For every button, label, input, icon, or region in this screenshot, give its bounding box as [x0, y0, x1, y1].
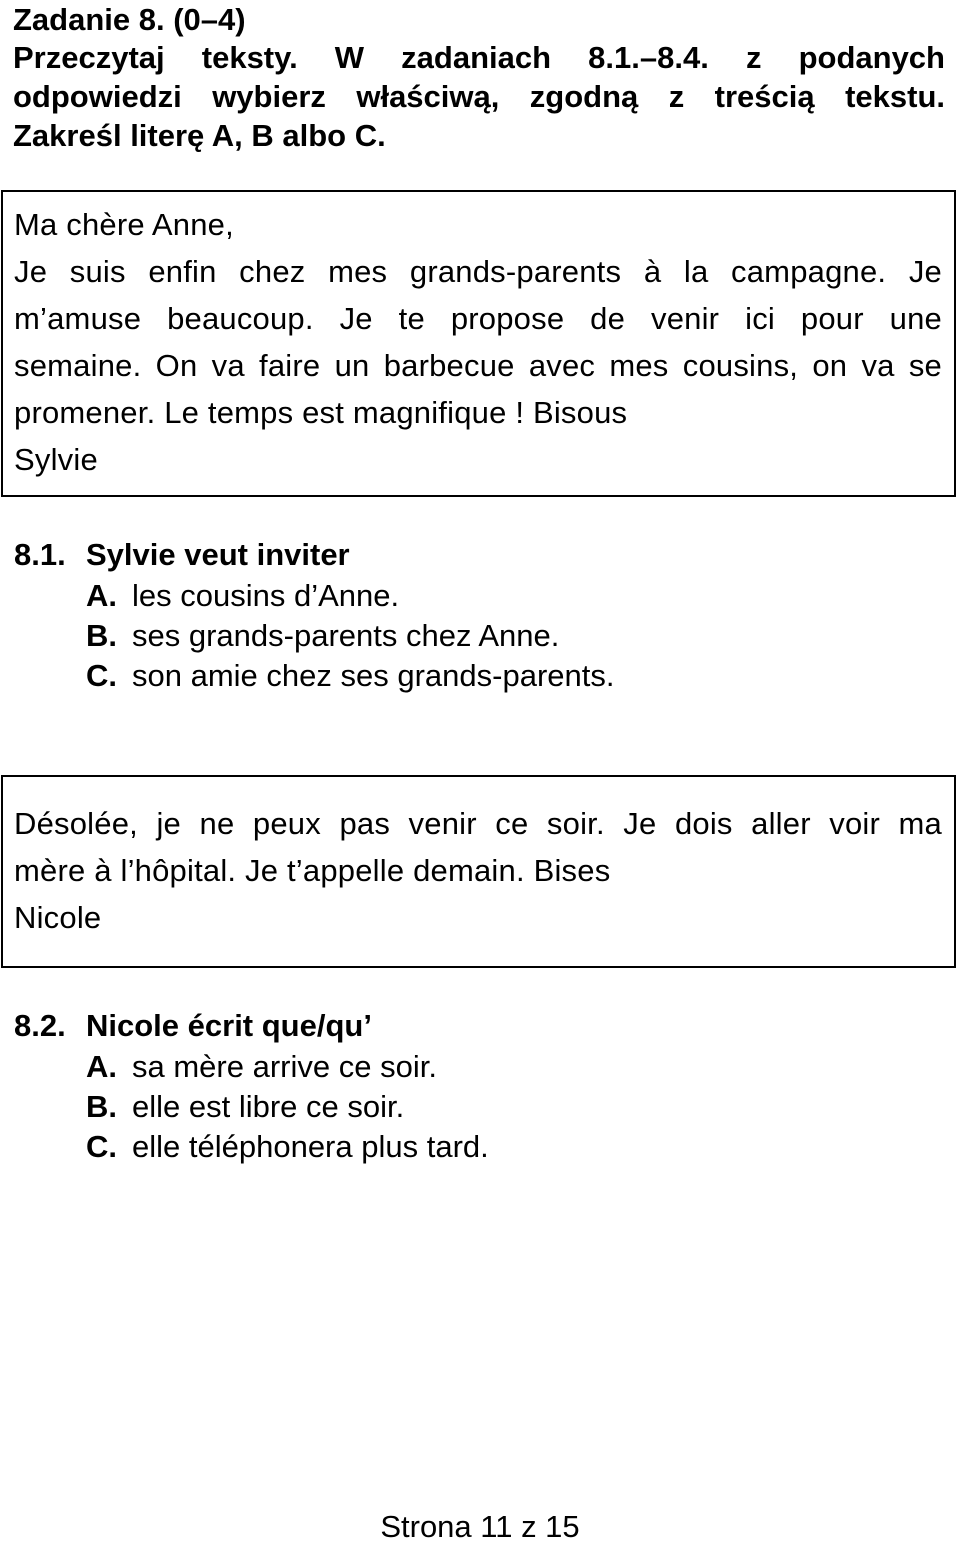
- question-8-1: [14, 534, 914, 696]
- option-letter[interactable]: A.: [86, 1049, 117, 1084]
- reading-text-1-box: [1, 190, 956, 497]
- option-text: les cousins d’Anne.: [132, 578, 400, 613]
- task-instruction: [13, 38, 945, 155]
- answer-option-b[interactable]: [14, 1087, 914, 1127]
- text-line: Je suis enfin chez mes grands-parents à la campagne. Je: [14, 254, 942, 289]
- option-letter[interactable]: C.: [86, 658, 117, 693]
- text-line: m’amuse beaucoup. Je te propose de venir ici pour une: [14, 301, 942, 336]
- text-line: semaine. On va faire un barbecue avec mes cousins, on va se: [14, 348, 942, 383]
- answer-option-b[interactable]: [14, 616, 914, 656]
- answer-option-c[interactable]: [14, 656, 914, 696]
- option-letter[interactable]: B.: [86, 618, 117, 653]
- page-number: Strona 11 z 15: [380, 1509, 580, 1544]
- text-line: mère à l’hôpital. Je t’appelle demain. Bises: [14, 853, 611, 888]
- option-text: son amie chez ses grands-parents.: [132, 658, 615, 693]
- option-letter[interactable]: B.: [86, 1089, 117, 1124]
- question-number: 8.2.: [14, 1008, 66, 1043]
- text-line: Désolée, je ne peux pas venir ce soir. Je dois aller voir ma: [14, 806, 942, 841]
- question-text: Nicole écrit que/qu’: [86, 1008, 372, 1043]
- instruction-line: Przeczytaj teksty. W zadaniach 8.1.–8.4. z podanych: [13, 40, 945, 75]
- option-text: elle est libre ce soir.: [132, 1089, 405, 1124]
- instruction-line: Zakreśl literę A, B albo C.: [13, 118, 386, 153]
- question-stem: [14, 1005, 914, 1047]
- task-title: Zadanie 8. (0–4): [13, 2, 246, 37]
- option-letter[interactable]: C.: [86, 1129, 117, 1164]
- instruction-line: odpowiedzi wybierz właściwą, zgodną z treścią tekstu.: [13, 79, 945, 114]
- text-line: Sylvie: [14, 442, 98, 477]
- text-line: Nicole: [14, 900, 102, 935]
- option-text: elle téléphonera plus tard.: [132, 1129, 489, 1164]
- reading-text-2-box: [1, 775, 956, 968]
- question-text: Sylvie veut inviter: [86, 537, 350, 572]
- text-line: promener. Le temps est magnifique ! Bisous: [14, 395, 628, 430]
- option-text: sa mère arrive ce soir.: [132, 1049, 437, 1084]
- answer-option-c[interactable]: [14, 1127, 914, 1167]
- option-text: ses grands-parents chez Anne.: [132, 618, 560, 653]
- answer-option-a[interactable]: [14, 1047, 914, 1087]
- question-8-2: [14, 1005, 914, 1167]
- question-number: 8.1.: [14, 537, 66, 572]
- text-line: Ma chère Anne,: [14, 207, 234, 242]
- question-stem: [14, 534, 914, 576]
- option-letter[interactable]: A.: [86, 578, 117, 613]
- answer-option-a[interactable]: [14, 576, 914, 616]
